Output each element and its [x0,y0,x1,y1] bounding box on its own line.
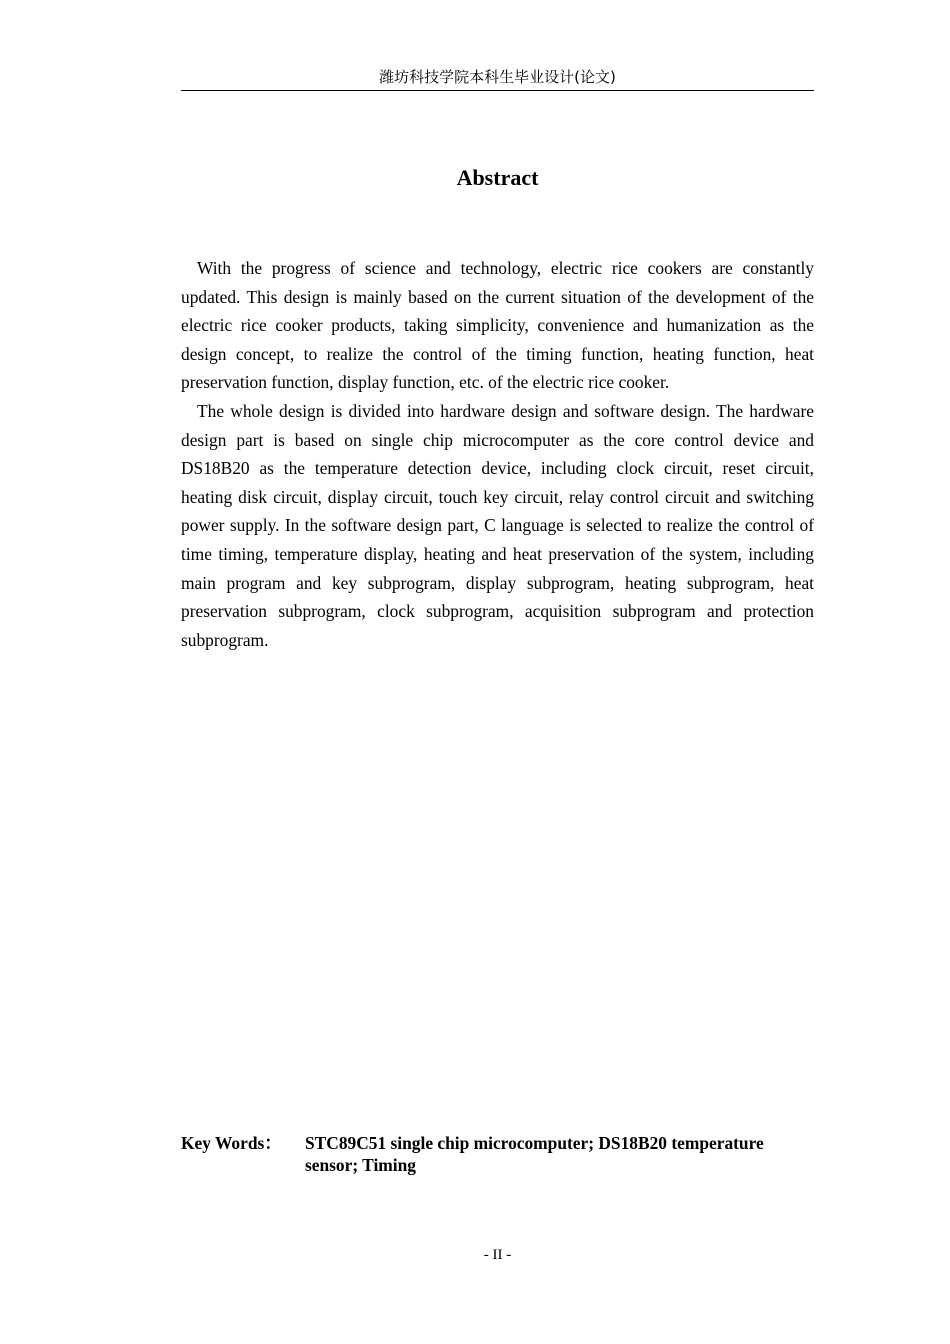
keywords-value: STC89C51 single chip microcomputer; DS18B20 temperature sensor; Timing [305,1133,764,1175]
keywords [181,1132,814,1176]
abstract-body [181,254,814,654]
header-institution-title: 潍坊科技学院本科生毕业设计(论文) [379,68,616,86]
abstract-paragraph-2: The whole design is divided into hardware design and software design. The hardware design part is based on single chip microcomputer as the core control device and DS18B20 as the temperature detection device, including clock circuit, reset circuit, heating disk circuit, display circuit, touch key circuit, relay control circuit and switching power supply. In the software design part, C language is selected to realize the control of time timing, temperature display, heating and heat preservation of the system, including main program and key subprogram, display subprogram, heating subprogram, heat preservation subprogram, clock subprogram, acquisition subprogram and protection subprogram. [181,400,814,650]
abstract-paragraph-1: With the progress of science and technology, electric rice cookers are constantly updated. This design is mainly based on the current situation of the development of the electric rice cooker products, taking simplicity, convenience and humanization as the design concept, to realize the control of the timing function, heating function, heat preservation function, display function, etc. of the electric rice cooker. [181,258,814,393]
page-title: Abstract [456,165,539,190]
keywords-label: Key Words： [181,1133,282,1153]
page-header [181,66,814,91]
page-number: - II - [483,1247,512,1263]
